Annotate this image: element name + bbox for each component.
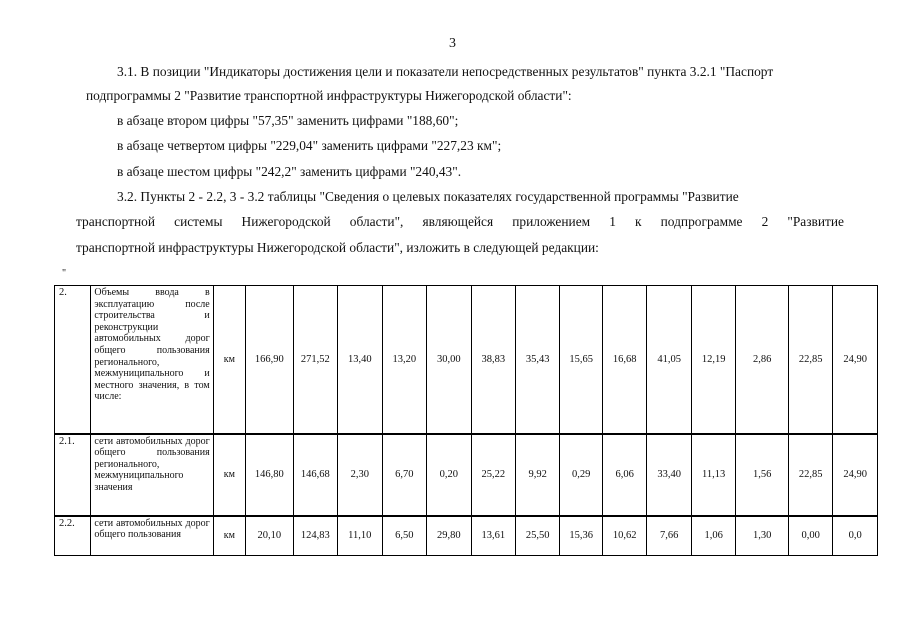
value-cell: 30,00 <box>427 286 471 434</box>
value-cell: 1,56 <box>736 434 789 516</box>
value-cell: 271,52 <box>293 286 337 434</box>
target-indicators-table <box>54 285 878 556</box>
value-cell: 0,0 <box>833 516 878 556</box>
value-cell: 6,06 <box>602 434 646 516</box>
value-cell: 7,66 <box>647 516 691 556</box>
table-row <box>55 286 878 434</box>
row-number-cell: 2.1. <box>55 434 91 516</box>
value-cell: 20,10 <box>246 516 294 556</box>
paragraph-3-2-line-1: 3.2. Пункты 2 - 2.2, 3 - 3.2 таблицы "Сведения о целевых показателях государственной программы "Развитие <box>117 189 739 204</box>
value-cell: 146,80 <box>246 434 294 516</box>
opening-quote-mark: " <box>62 268 67 279</box>
value-cell: 11,10 <box>338 516 382 556</box>
value-cell: 6,70 <box>382 434 426 516</box>
value-cell: 13,20 <box>382 286 426 434</box>
table-row <box>55 516 878 556</box>
row-number-cell: 2. <box>55 286 91 434</box>
value-cell: 0,20 <box>427 434 471 516</box>
paragraph-3-1-line-2: подпрограммы 2 "Развитие транспортной инфраструктуры Нижегородской области": <box>86 88 572 103</box>
page-number: 3 <box>449 36 456 51</box>
paragraph-3-2-line-3: транспортной инфраструктуры Нижегородской области", изложить в следующей редакции: <box>76 240 599 255</box>
value-cell: 25,22 <box>471 434 515 516</box>
paragraph-abzac-2: в абзаце втором цифры "57,35" заменить цифрами "188,60"; <box>117 113 459 128</box>
value-cell: 35,43 <box>516 286 560 434</box>
value-cell: 15,65 <box>560 286 602 434</box>
indicator-name-cell: сети автомобильных дорог общего пользования <box>91 516 213 556</box>
value-cell: 12,19 <box>691 286 735 434</box>
value-cell: 146,68 <box>293 434 337 516</box>
value-cell: 2,86 <box>736 286 789 434</box>
indicator-name-cell: сети автомобильных дорог общего пользования регионального, межмуниципального значения <box>91 434 213 516</box>
value-cell: 1,06 <box>691 516 735 556</box>
value-cell: 11,13 <box>691 434 735 516</box>
value-cell: 29,80 <box>427 516 471 556</box>
value-cell: 124,83 <box>293 516 337 556</box>
paragraph-abzac-6: в абзаце шестом цифры "242,2" заменить цифрами "240,43". <box>117 164 462 179</box>
value-cell: 25,50 <box>516 516 560 556</box>
value-cell: 0,29 <box>560 434 602 516</box>
value-cell: 33,40 <box>647 434 691 516</box>
value-cell: 0,00 <box>788 516 832 556</box>
unit-cell: км <box>213 286 245 434</box>
unit-cell: км <box>213 434 245 516</box>
value-cell: 15,36 <box>560 516 602 556</box>
unit-cell: км <box>213 516 245 556</box>
value-cell: 16,68 <box>602 286 646 434</box>
paragraph-3-1-line-1: 3.1. В позиции "Индикаторы достижения цели и показатели непосредственных результатов" пункта 3.2.1 "Паспорт <box>117 64 774 79</box>
value-cell: 166,90 <box>246 286 294 434</box>
indicator-name-cell: Объемы ввода в эксплуатацию после строительства и реконструкции автомобильных дорог общего пользования регионального, межмуниципального и местного значения, в том числе: <box>91 286 213 434</box>
value-cell: 24,90 <box>833 434 878 516</box>
value-cell: 41,05 <box>647 286 691 434</box>
value-cell: 13,61 <box>471 516 515 556</box>
paragraph-3-2-line-2: транспортной системы Нижегородской области", являющейся приложением 1 к подпрограмме 2 "Развитие <box>76 214 844 229</box>
value-cell: 24,90 <box>833 286 878 434</box>
value-cell: 1,30 <box>736 516 789 556</box>
value-cell: 22,85 <box>788 434 832 516</box>
value-cell: 6,50 <box>382 516 426 556</box>
paragraph-abzac-4: в абзаце четвертом цифры "229,04" заменить цифрами "227,23 км"; <box>117 138 502 153</box>
table-row <box>55 434 878 516</box>
value-cell: 38,83 <box>471 286 515 434</box>
value-cell: 13,40 <box>338 286 382 434</box>
value-cell: 9,92 <box>516 434 560 516</box>
value-cell: 2,30 <box>338 434 382 516</box>
row-number-cell: 2.2. <box>55 516 91 556</box>
value-cell: 10,62 <box>602 516 646 556</box>
value-cell: 22,85 <box>788 286 832 434</box>
